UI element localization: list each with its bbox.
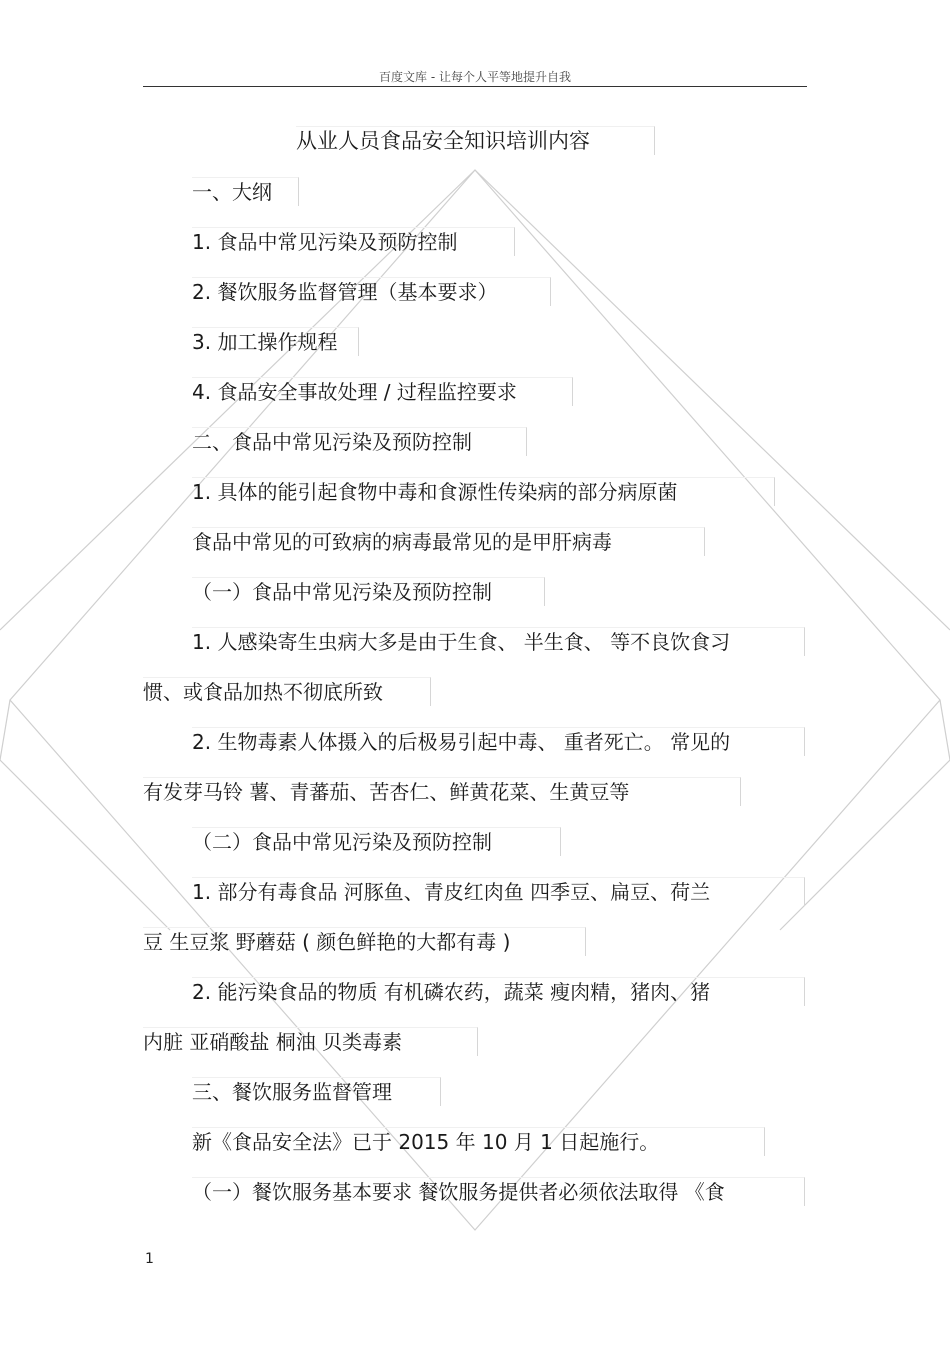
document-title: 从业人员食品安全知识培训内容 xyxy=(296,126,655,155)
text-line: 有发芽马铃 薯、青蕃茄、苦杏仁、鲜黄花菜、生黄豆等 xyxy=(143,777,741,806)
text-line: 豆 生豆浆 野蘑菇 ( 颜色鲜艳的大都有毒 ) xyxy=(143,927,586,956)
header-text: 百度文库 - 让每个人平等地提升自我 xyxy=(379,70,571,84)
page-number: 1 xyxy=(145,1251,154,1267)
text-line: 2. 能污染食品的物质 有机磷农药，蔬菜 瘦肉精，猪肉、猪 xyxy=(192,977,805,1006)
text-line: 1. 食品中常见污染及预防控制 xyxy=(192,227,515,256)
text-line: （一）食品中常见污染及预防控制 xyxy=(192,577,545,606)
text-line: 三、餐饮服务监督管理 xyxy=(192,1077,441,1106)
text-line: 2. 生物毒素人体摄入的后极易引起中毒、 重者死亡。 常见的 xyxy=(192,727,805,756)
text-line: 2. 餐饮服务监督管理（基本要求） xyxy=(192,277,551,306)
header-rule xyxy=(143,86,807,87)
text-line: 食品中常见的可致病的病毒最常见的是甲肝病毒 xyxy=(192,527,705,556)
text-line: 二、食品中常见污染及预防控制 xyxy=(192,427,527,456)
text-line: 1. 具体的能引起食物中毒和食源性传染病的部分病原菌 xyxy=(192,477,775,506)
text-line: 一、大纲 xyxy=(192,177,299,206)
text-line: 内脏 亚硝酸盐 桐油 贝类毒素 xyxy=(143,1027,478,1056)
text-line: （二）食品中常见污染及预防控制 xyxy=(192,827,561,856)
text-line: 4. 食品安全事故处理 / 过程监控要求 xyxy=(192,377,573,406)
text-line: 1. 部分有毒食品 河豚鱼、青皮红肉鱼 四季豆、扁豆、荷兰 xyxy=(192,877,805,906)
text-line: （一）餐饮服务基本要求 餐饮服务提供者必须依法取得 《食 xyxy=(192,1177,805,1206)
text-line: 新《食品安全法》已于 2015 年 10 月 1 日起施行。 xyxy=(192,1127,765,1156)
text-line: 惯、或食品加热不彻底所致 xyxy=(143,677,431,706)
text-line: 1. 人感染寄生虫病大多是由于生食、 半生食、 等不良饮食习 xyxy=(192,627,805,656)
text-line: 3. 加工操作规程 xyxy=(192,327,359,356)
